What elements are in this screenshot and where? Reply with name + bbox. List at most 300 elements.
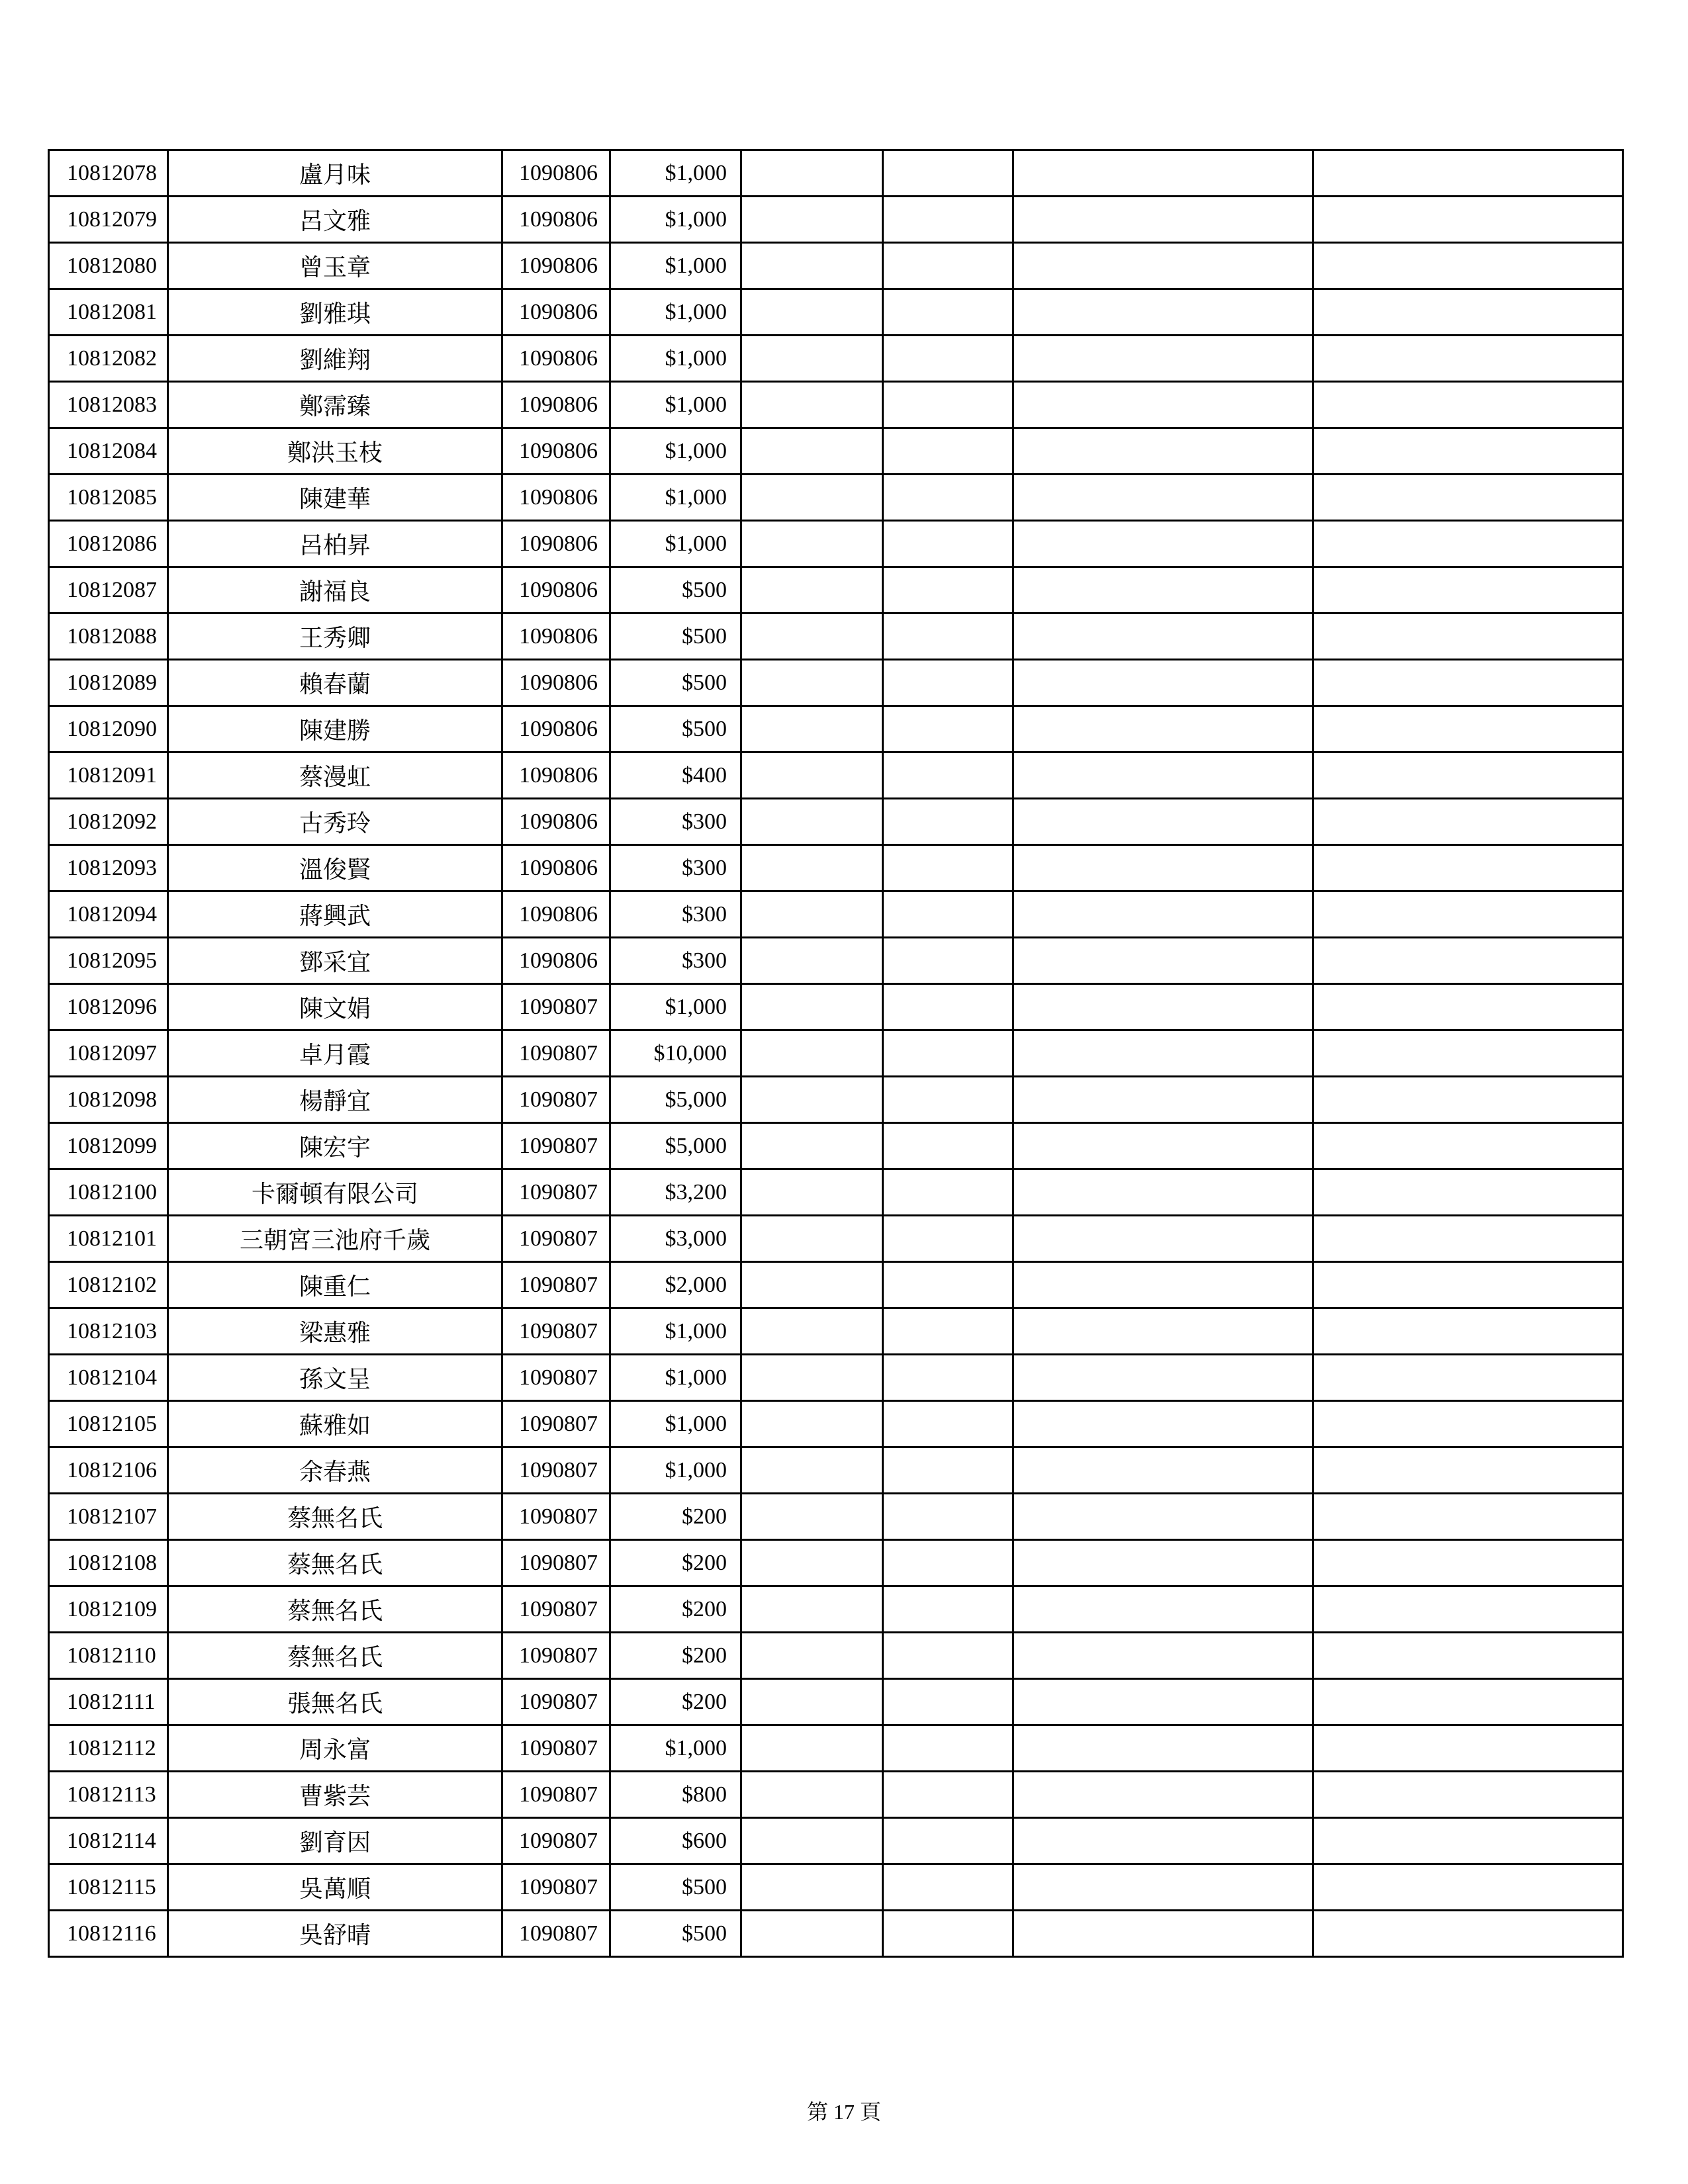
amount-cell: $1,000 xyxy=(610,984,741,1030)
table-row xyxy=(49,706,1623,752)
blank-cell xyxy=(1313,243,1623,289)
donor-name-cell: 曹紫芸 xyxy=(168,1772,502,1818)
blank-cell xyxy=(1013,1586,1313,1633)
donor-name-cell: 陳建華 xyxy=(168,475,502,521)
blank-cell xyxy=(883,799,1013,845)
page-number: 第 17 頁 xyxy=(806,2100,881,2124)
receipt-number-cell: 10812096 xyxy=(49,984,168,1030)
date-cell: 1090807 xyxy=(502,1911,610,1957)
blank-cell xyxy=(883,382,1013,428)
blank-cell xyxy=(1313,1633,1623,1679)
date-cell: 1090806 xyxy=(502,382,610,428)
receipt-number-cell: 10812090 xyxy=(49,706,168,752)
blank-cell xyxy=(741,660,883,706)
table-row xyxy=(49,752,1623,799)
donor-name-cell: 蔣興武 xyxy=(168,891,502,938)
blank-cell xyxy=(1013,1911,1313,1957)
date-cell: 1090806 xyxy=(502,243,610,289)
receipt-number-cell: 10812098 xyxy=(49,1077,168,1123)
blank-cell xyxy=(1313,1911,1623,1957)
receipt-number-cell: 10812102 xyxy=(49,1262,168,1308)
amount-cell: $800 xyxy=(610,1772,741,1818)
blank-cell xyxy=(1313,1308,1623,1355)
blank-cell xyxy=(1013,1540,1313,1586)
blank-cell xyxy=(741,614,883,660)
blank-cell xyxy=(741,1725,883,1772)
amount-cell: $300 xyxy=(610,891,741,938)
blank-cell xyxy=(1313,1216,1623,1262)
amount-cell: $1,000 xyxy=(610,1308,741,1355)
blank-cell xyxy=(883,336,1013,382)
donor-name-cell: 張無名氏 xyxy=(168,1679,502,1725)
receipt-number-cell: 10812104 xyxy=(49,1355,168,1401)
receipt-number-cell: 10812089 xyxy=(49,660,168,706)
table-row xyxy=(49,938,1623,984)
date-cell: 1090807 xyxy=(502,1772,610,1818)
donation-table-container xyxy=(48,149,1622,1958)
blank-cell xyxy=(883,1911,1013,1957)
blank-cell xyxy=(1313,1540,1623,1586)
blank-cell xyxy=(741,243,883,289)
donor-name-cell: 曾玉章 xyxy=(168,243,502,289)
blank-cell xyxy=(1013,938,1313,984)
blank-cell xyxy=(1313,475,1623,521)
blank-cell xyxy=(1313,752,1623,799)
amount-cell: $3,000 xyxy=(610,1216,741,1262)
date-cell: 1090807 xyxy=(502,1494,610,1540)
receipt-number-cell: 10812092 xyxy=(49,799,168,845)
receipt-number-cell: 10812088 xyxy=(49,614,168,660)
blank-cell xyxy=(1013,1447,1313,1494)
receipt-number-cell: 10812115 xyxy=(49,1864,168,1911)
amount-cell: $1,000 xyxy=(610,428,741,475)
blank-cell xyxy=(741,1679,883,1725)
blank-cell xyxy=(883,197,1013,243)
receipt-number-cell: 10812094 xyxy=(49,891,168,938)
blank-cell xyxy=(1013,1216,1313,1262)
date-cell: 1090806 xyxy=(502,567,610,614)
date-cell: 1090806 xyxy=(502,614,610,660)
blank-cell xyxy=(883,1633,1013,1679)
blank-cell xyxy=(883,845,1013,891)
blank-cell xyxy=(1013,150,1313,197)
donor-name-cell: 蔡無名氏 xyxy=(168,1494,502,1540)
receipt-number-cell: 10812111 xyxy=(49,1679,168,1725)
blank-cell xyxy=(883,428,1013,475)
blank-cell xyxy=(1013,521,1313,567)
blank-cell xyxy=(883,752,1013,799)
amount-cell: $300 xyxy=(610,938,741,984)
blank-cell xyxy=(1313,197,1623,243)
amount-cell: $1,000 xyxy=(610,1401,741,1447)
blank-cell xyxy=(883,1169,1013,1216)
donor-name-cell: 呂文雅 xyxy=(168,197,502,243)
date-cell: 1090807 xyxy=(502,1077,610,1123)
donor-name-cell: 陳文娟 xyxy=(168,984,502,1030)
blank-cell xyxy=(883,1864,1013,1911)
donor-name-cell: 賴春蘭 xyxy=(168,660,502,706)
receipt-number-cell: 10812101 xyxy=(49,1216,168,1262)
receipt-number-cell: 10812105 xyxy=(49,1401,168,1447)
receipt-number-cell: 10812081 xyxy=(49,289,168,336)
amount-cell: $1,000 xyxy=(610,150,741,197)
blank-cell xyxy=(883,521,1013,567)
amount-cell: $1,000 xyxy=(610,289,741,336)
table-row xyxy=(49,1447,1623,1494)
table-row xyxy=(49,382,1623,428)
receipt-number-cell: 10812112 xyxy=(49,1725,168,1772)
blank-cell xyxy=(741,799,883,845)
date-cell: 1090807 xyxy=(502,1123,610,1169)
blank-cell xyxy=(741,1355,883,1401)
receipt-number-cell: 10812095 xyxy=(49,938,168,984)
blank-cell xyxy=(741,1447,883,1494)
donor-name-cell: 三朝宮三池府千歲 xyxy=(168,1216,502,1262)
donor-name-cell: 蔡漫虹 xyxy=(168,752,502,799)
receipt-number-cell: 10812113 xyxy=(49,1772,168,1818)
table-row xyxy=(49,1030,1623,1077)
amount-cell: $200 xyxy=(610,1633,741,1679)
blank-cell xyxy=(883,614,1013,660)
receipt-number-cell: 10812078 xyxy=(49,150,168,197)
blank-cell xyxy=(741,845,883,891)
amount-cell: $200 xyxy=(610,1679,741,1725)
receipt-number-cell: 10812107 xyxy=(49,1494,168,1540)
table-row xyxy=(49,1679,1623,1725)
blank-cell xyxy=(1013,428,1313,475)
table-row xyxy=(49,197,1623,243)
receipt-number-cell: 10812087 xyxy=(49,567,168,614)
receipt-number-cell: 10812093 xyxy=(49,845,168,891)
blank-cell xyxy=(883,1030,1013,1077)
blank-cell xyxy=(1013,1030,1313,1077)
date-cell: 1090807 xyxy=(502,1216,610,1262)
table-row xyxy=(49,1262,1623,1308)
blank-cell xyxy=(883,1725,1013,1772)
blank-cell xyxy=(1013,382,1313,428)
table-row xyxy=(49,1540,1623,1586)
blank-cell xyxy=(1013,799,1313,845)
receipt-number-cell: 10812082 xyxy=(49,336,168,382)
amount-cell: $500 xyxy=(610,1864,741,1911)
blank-cell xyxy=(883,938,1013,984)
blank-cell xyxy=(1313,336,1623,382)
blank-cell xyxy=(1013,1633,1313,1679)
amount-cell: $400 xyxy=(610,752,741,799)
blank-cell xyxy=(1313,938,1623,984)
table-row xyxy=(49,799,1623,845)
blank-cell xyxy=(1313,1123,1623,1169)
amount-cell: $1,000 xyxy=(610,1725,741,1772)
blank-cell xyxy=(1313,1818,1623,1864)
date-cell: 1090806 xyxy=(502,752,610,799)
blank-cell xyxy=(1013,1262,1313,1308)
date-cell: 1090807 xyxy=(502,1864,610,1911)
date-cell: 1090806 xyxy=(502,336,610,382)
blank-cell xyxy=(883,1077,1013,1123)
date-cell: 1090806 xyxy=(502,521,610,567)
date-cell: 1090806 xyxy=(502,845,610,891)
donor-name-cell: 古秀玲 xyxy=(168,799,502,845)
amount-cell: $5,000 xyxy=(610,1123,741,1169)
blank-cell xyxy=(883,984,1013,1030)
blank-cell xyxy=(1013,984,1313,1030)
receipt-number-cell: 10812116 xyxy=(49,1911,168,1957)
receipt-number-cell: 10812079 xyxy=(49,197,168,243)
blank-cell xyxy=(1313,845,1623,891)
blank-cell xyxy=(1313,1864,1623,1911)
donor-name-cell: 呂柏昇 xyxy=(168,521,502,567)
table-row xyxy=(49,1123,1623,1169)
blank-cell xyxy=(1013,1864,1313,1911)
blank-cell xyxy=(741,1077,883,1123)
blank-cell xyxy=(883,1818,1013,1864)
donor-name-cell: 蔡無名氏 xyxy=(168,1633,502,1679)
date-cell: 1090807 xyxy=(502,1679,610,1725)
blank-cell xyxy=(1013,1169,1313,1216)
date-cell: 1090806 xyxy=(502,150,610,197)
date-cell: 1090806 xyxy=(502,475,610,521)
blank-cell xyxy=(1313,1401,1623,1447)
receipt-number-cell: 10812086 xyxy=(49,521,168,567)
blank-cell xyxy=(1313,1586,1623,1633)
date-cell: 1090807 xyxy=(502,1401,610,1447)
donor-name-cell: 余春燕 xyxy=(168,1447,502,1494)
table-row xyxy=(49,1216,1623,1262)
table-row xyxy=(49,475,1623,521)
blank-cell xyxy=(883,1308,1013,1355)
blank-cell xyxy=(883,1540,1013,1586)
date-cell: 1090807 xyxy=(502,1540,610,1586)
blank-cell xyxy=(883,567,1013,614)
amount-cell: $3,200 xyxy=(610,1169,741,1216)
blank-cell xyxy=(1313,1725,1623,1772)
table-row xyxy=(49,1494,1623,1540)
date-cell: 1090806 xyxy=(502,197,610,243)
blank-cell xyxy=(741,382,883,428)
blank-cell xyxy=(1313,706,1623,752)
blank-cell xyxy=(1313,1447,1623,1494)
date-cell: 1090807 xyxy=(502,1447,610,1494)
date-cell: 1090807 xyxy=(502,1308,610,1355)
donor-name-cell: 劉育因 xyxy=(168,1818,502,1864)
amount-cell: $2,000 xyxy=(610,1262,741,1308)
receipt-number-cell: 10812083 xyxy=(49,382,168,428)
amount-cell: $200 xyxy=(610,1540,741,1586)
blank-cell xyxy=(1313,1030,1623,1077)
blank-cell xyxy=(741,1494,883,1540)
table-row xyxy=(49,1401,1623,1447)
amount-cell: $1,000 xyxy=(610,521,741,567)
amount-cell: $200 xyxy=(610,1494,741,1540)
amount-cell: $200 xyxy=(610,1586,741,1633)
receipt-number-cell: 10812106 xyxy=(49,1447,168,1494)
blank-cell xyxy=(883,1679,1013,1725)
donor-name-cell: 梁惠雅 xyxy=(168,1308,502,1355)
donor-name-cell: 謝福良 xyxy=(168,567,502,614)
blank-cell xyxy=(1013,1772,1313,1818)
donor-name-cell: 盧月味 xyxy=(168,150,502,197)
blank-cell xyxy=(1313,521,1623,567)
amount-cell: $1,000 xyxy=(610,382,741,428)
blank-cell xyxy=(1013,614,1313,660)
donation-table xyxy=(48,149,1624,1958)
blank-cell xyxy=(741,1262,883,1308)
date-cell: 1090807 xyxy=(502,1030,610,1077)
blank-cell xyxy=(741,197,883,243)
donor-name-cell: 陳重仁 xyxy=(168,1262,502,1308)
receipt-number-cell: 10812108 xyxy=(49,1540,168,1586)
table-row xyxy=(49,845,1623,891)
table-row xyxy=(49,1077,1623,1123)
blank-cell xyxy=(883,475,1013,521)
date-cell: 1090806 xyxy=(502,660,610,706)
blank-cell xyxy=(1313,891,1623,938)
blank-cell xyxy=(741,1864,883,1911)
receipt-number-cell: 10812080 xyxy=(49,243,168,289)
blank-cell xyxy=(1013,706,1313,752)
donor-name-cell: 楊靜宜 xyxy=(168,1077,502,1123)
blank-cell xyxy=(1013,752,1313,799)
blank-cell xyxy=(1013,243,1313,289)
amount-cell: $500 xyxy=(610,614,741,660)
blank-cell xyxy=(1013,1123,1313,1169)
blank-cell xyxy=(1013,660,1313,706)
blank-cell xyxy=(741,1911,883,1957)
donor-name-cell: 吳舒晴 xyxy=(168,1911,502,1957)
blank-cell xyxy=(741,475,883,521)
donor-name-cell: 王秀卿 xyxy=(168,614,502,660)
blank-cell xyxy=(741,1308,883,1355)
blank-cell xyxy=(741,521,883,567)
table-row xyxy=(49,1169,1623,1216)
table-row xyxy=(49,336,1623,382)
donor-name-cell: 蘇雅如 xyxy=(168,1401,502,1447)
donor-name-cell: 卓月霞 xyxy=(168,1030,502,1077)
date-cell: 1090807 xyxy=(502,1633,610,1679)
blank-cell xyxy=(1013,1077,1313,1123)
donor-name-cell: 蔡無名氏 xyxy=(168,1586,502,1633)
blank-cell xyxy=(1313,1772,1623,1818)
blank-cell xyxy=(1313,1169,1623,1216)
table-row xyxy=(49,1725,1623,1772)
blank-cell xyxy=(741,567,883,614)
amount-cell: $1,000 xyxy=(610,1355,741,1401)
table-row xyxy=(49,660,1623,706)
blank-cell xyxy=(883,1123,1013,1169)
donor-name-cell: 蔡無名氏 xyxy=(168,1540,502,1586)
table-row xyxy=(49,1586,1623,1633)
donor-name-cell: 鄧采宜 xyxy=(168,938,502,984)
blank-cell xyxy=(741,150,883,197)
amount-cell: $1,000 xyxy=(610,243,741,289)
blank-cell xyxy=(883,1355,1013,1401)
blank-cell xyxy=(1313,428,1623,475)
amount-cell: $500 xyxy=(610,567,741,614)
blank-cell xyxy=(1313,1262,1623,1308)
table-row xyxy=(49,289,1623,336)
blank-cell xyxy=(741,1586,883,1633)
receipt-number-cell: 10812114 xyxy=(49,1818,168,1864)
blank-cell xyxy=(883,706,1013,752)
amount-cell: $1,000 xyxy=(610,1447,741,1494)
donor-name-cell: 孫文呈 xyxy=(168,1355,502,1401)
blank-cell xyxy=(883,289,1013,336)
table-row xyxy=(49,1864,1623,1911)
blank-cell xyxy=(883,1447,1013,1494)
donor-name-cell: 陳建勝 xyxy=(168,706,502,752)
blank-cell xyxy=(1313,1355,1623,1401)
amount-cell: $500 xyxy=(610,1911,741,1957)
receipt-number-cell: 10812110 xyxy=(49,1633,168,1679)
table-row xyxy=(49,891,1623,938)
table-row xyxy=(49,1772,1623,1818)
blank-cell xyxy=(1013,1355,1313,1401)
donor-name-cell: 卡爾頓有限公司 xyxy=(168,1169,502,1216)
date-cell: 1090806 xyxy=(502,706,610,752)
blank-cell xyxy=(741,752,883,799)
table-row xyxy=(49,567,1623,614)
date-cell: 1090807 xyxy=(502,1818,610,1864)
amount-cell: $500 xyxy=(610,706,741,752)
date-cell: 1090807 xyxy=(502,1169,610,1216)
date-cell: 1090806 xyxy=(502,891,610,938)
donor-name-cell: 鄭霈臻 xyxy=(168,382,502,428)
blank-cell xyxy=(741,706,883,752)
receipt-number-cell: 10812084 xyxy=(49,428,168,475)
blank-cell xyxy=(1013,567,1313,614)
table-row xyxy=(49,521,1623,567)
table-row xyxy=(49,150,1623,197)
date-cell: 1090806 xyxy=(502,428,610,475)
date-cell: 1090807 xyxy=(502,1355,610,1401)
amount-cell: $10,000 xyxy=(610,1030,741,1077)
blank-cell xyxy=(741,938,883,984)
blank-cell xyxy=(883,150,1013,197)
blank-cell xyxy=(1313,382,1623,428)
blank-cell xyxy=(741,1123,883,1169)
amount-cell: $1,000 xyxy=(610,336,741,382)
blank-cell xyxy=(741,1216,883,1262)
amount-cell: $500 xyxy=(610,660,741,706)
blank-cell xyxy=(741,289,883,336)
receipt-number-cell: 10812100 xyxy=(49,1169,168,1216)
date-cell: 1090806 xyxy=(502,799,610,845)
blank-cell xyxy=(1313,289,1623,336)
donor-name-cell: 周永富 xyxy=(168,1725,502,1772)
date-cell: 1090806 xyxy=(502,938,610,984)
blank-cell xyxy=(883,1494,1013,1540)
blank-cell xyxy=(741,891,883,938)
donor-name-cell: 吳萬順 xyxy=(168,1864,502,1911)
blank-cell xyxy=(883,1401,1013,1447)
blank-cell xyxy=(883,660,1013,706)
table-row xyxy=(49,984,1623,1030)
amount-cell: $600 xyxy=(610,1818,741,1864)
table-row xyxy=(49,1911,1623,1957)
receipt-number-cell: 10812103 xyxy=(49,1308,168,1355)
table-row xyxy=(49,243,1623,289)
blank-cell xyxy=(1013,1679,1313,1725)
blank-cell xyxy=(1313,567,1623,614)
amount-cell: $5,000 xyxy=(610,1077,741,1123)
blank-cell xyxy=(1013,336,1313,382)
blank-cell xyxy=(883,1216,1013,1262)
blank-cell xyxy=(1013,891,1313,938)
blank-cell xyxy=(1013,1818,1313,1864)
blank-cell xyxy=(741,336,883,382)
donor-name-cell: 劉雅琪 xyxy=(168,289,502,336)
